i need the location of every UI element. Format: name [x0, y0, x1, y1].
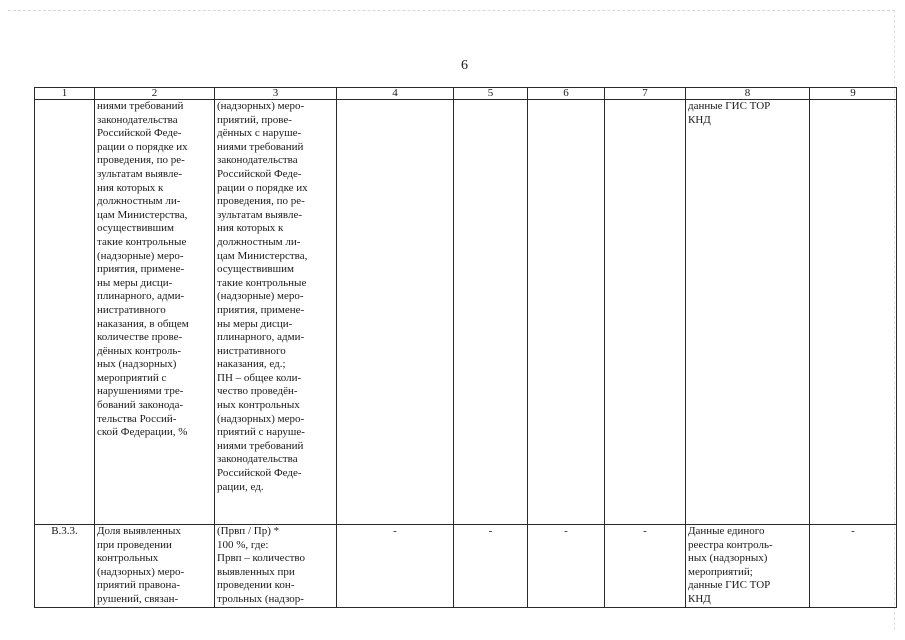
cell-line: данные ГИС ТОР	[688, 100, 771, 112]
empty-cell	[454, 100, 528, 525]
cell-line: законодательства	[217, 154, 298, 167]
cell-line: зультатам выявле-	[217, 208, 303, 221]
cell-line: наказания, в общем	[97, 317, 189, 330]
cell-line: чество проведён-	[217, 385, 298, 398]
cell-line: (надзорных) меро-	[97, 565, 185, 578]
cell-line: бований законода-	[97, 399, 184, 412]
cell-line: ской Федерации, %	[97, 426, 188, 439]
table-row	[35, 525, 897, 608]
cell-line: рации о порядке их	[217, 181, 308, 194]
cell-line: цам Министерства,	[217, 249, 308, 262]
cell-line: КНД	[688, 592, 711, 605]
cell-line: Доля выявленных	[97, 525, 181, 537]
cell-line: ниями требований	[217, 439, 304, 452]
cell-line: проведения, по ре-	[97, 154, 185, 167]
dash-cell: -	[605, 525, 686, 608]
cell-line: осуществившим	[97, 222, 174, 235]
cell-line: приятий, прове-	[217, 113, 292, 126]
cell-line: ниями требований	[97, 100, 184, 112]
cell-line: трольных (надзор-	[217, 592, 304, 605]
column-number: 1	[35, 88, 95, 100]
cell-line: проведении кон-	[217, 579, 295, 592]
cell-line: рации о порядке их	[97, 140, 188, 153]
empty-cell	[605, 100, 686, 525]
indicator-table	[34, 87, 897, 608]
cell-line: (надзорные) меро-	[97, 249, 184, 262]
cell-line: плинарного, адми-	[217, 331, 305, 344]
cell-line: законодательства	[97, 113, 178, 126]
cell-line: Првп – количество	[217, 552, 306, 565]
cell-line: Российской Феде-	[217, 167, 302, 180]
dash-cell: -	[528, 525, 605, 608]
code-cell: В.3.3.	[35, 525, 95, 608]
cell-line: (Првп / Пр) *	[217, 525, 280, 537]
cell-line: такие контрольные	[97, 235, 187, 248]
cell-line: (надзорные) меро-	[217, 290, 304, 303]
dash-cell: -	[337, 525, 454, 608]
cell-line: ных контрольных	[217, 399, 300, 412]
cell-line: количестве прове-	[97, 331, 183, 344]
column-number-row	[35, 88, 897, 100]
code-cell	[35, 100, 95, 525]
page-number: 6	[461, 58, 468, 73]
cell-line: ния которых к	[217, 222, 284, 235]
cell-line: должностным ли-	[97, 195, 181, 208]
cell-line: ниями требований	[217, 140, 304, 153]
cell-line: осуществившим	[217, 263, 294, 276]
cell-line: проведения, по ре-	[217, 195, 305, 208]
cell-line: тельства Россий-	[97, 412, 177, 425]
cell-line: плинарного, адми-	[97, 290, 185, 303]
cell-line: ния которых к	[97, 181, 164, 194]
table-row	[35, 100, 897, 525]
cell-line: мероприятий с	[97, 371, 167, 384]
cell-line: КНД	[688, 113, 711, 126]
cell-line: (надзорных) меро-	[217, 412, 305, 425]
cell-line: рушений, связан-	[97, 592, 179, 605]
source-cell	[686, 100, 810, 525]
column-number: 6	[528, 88, 605, 100]
cell-line: ны меры дисци-	[97, 276, 173, 289]
cell-line: дённых контроль-	[97, 344, 182, 357]
cell-line: наказания, ед.;	[217, 358, 286, 371]
cell-line: контрольных	[97, 552, 159, 565]
cell-line: законодательства	[217, 453, 298, 466]
column-number: 8	[686, 88, 810, 100]
cell-line: ны меры дисци-	[217, 317, 293, 330]
empty-cell	[528, 100, 605, 525]
cell-line: Данные единого	[688, 525, 765, 537]
cell-line: (надзорных) меро-	[217, 100, 305, 112]
cell-line: приятий правона-	[97, 579, 180, 592]
dash-cell: -	[810, 525, 897, 608]
source-cell	[686, 525, 810, 608]
cell-line: должностным ли-	[217, 235, 301, 248]
cell-line: Российской Феде-	[217, 467, 302, 480]
cell-line: данные ГИС ТОР	[688, 579, 771, 592]
cell-line: выявленных при	[217, 565, 295, 578]
cell-line: реестра контроль-	[688, 538, 773, 551]
cell-line: нистративного	[97, 303, 166, 316]
dash-cell: -	[454, 525, 528, 608]
column-number: 4	[337, 88, 454, 100]
formula-cell	[215, 525, 337, 608]
cell-line: дённых с наруше-	[217, 127, 302, 140]
column-number: 5	[454, 88, 528, 100]
cell-line: приятия, примене-	[97, 263, 185, 276]
cell-line: ных (надзорных)	[97, 358, 177, 371]
cell-line: 100 %, где:	[217, 538, 269, 551]
formula-cell	[215, 100, 337, 525]
cell-line: мероприятий;	[688, 565, 753, 578]
cell-line: приятий с наруше-	[217, 426, 305, 439]
empty-cell	[337, 100, 454, 525]
cell-line: Российской Феде-	[97, 127, 182, 140]
empty-cell	[810, 100, 897, 525]
cell-line: приятия, примене-	[217, 303, 305, 316]
column-number: 7	[605, 88, 686, 100]
cell-line: нистративного	[217, 344, 286, 357]
cell-line: такие контрольные	[217, 276, 307, 289]
indicator-name-cell	[95, 525, 215, 608]
cell-line: рации, ед.	[217, 480, 264, 493]
column-number: 3	[215, 88, 337, 100]
column-number: 9	[810, 88, 897, 100]
column-number: 2	[95, 88, 215, 100]
cell-line: зультатам выявле-	[97, 167, 183, 180]
cell-line: цам Министерства,	[97, 208, 188, 221]
cell-line: при проведении	[97, 538, 172, 551]
indicator-name-cell	[95, 100, 215, 525]
cell-line: нарушениями тре-	[97, 385, 184, 398]
cell-line: ных (надзорных)	[688, 552, 768, 565]
cell-line: ПН – общее коли-	[217, 371, 302, 384]
